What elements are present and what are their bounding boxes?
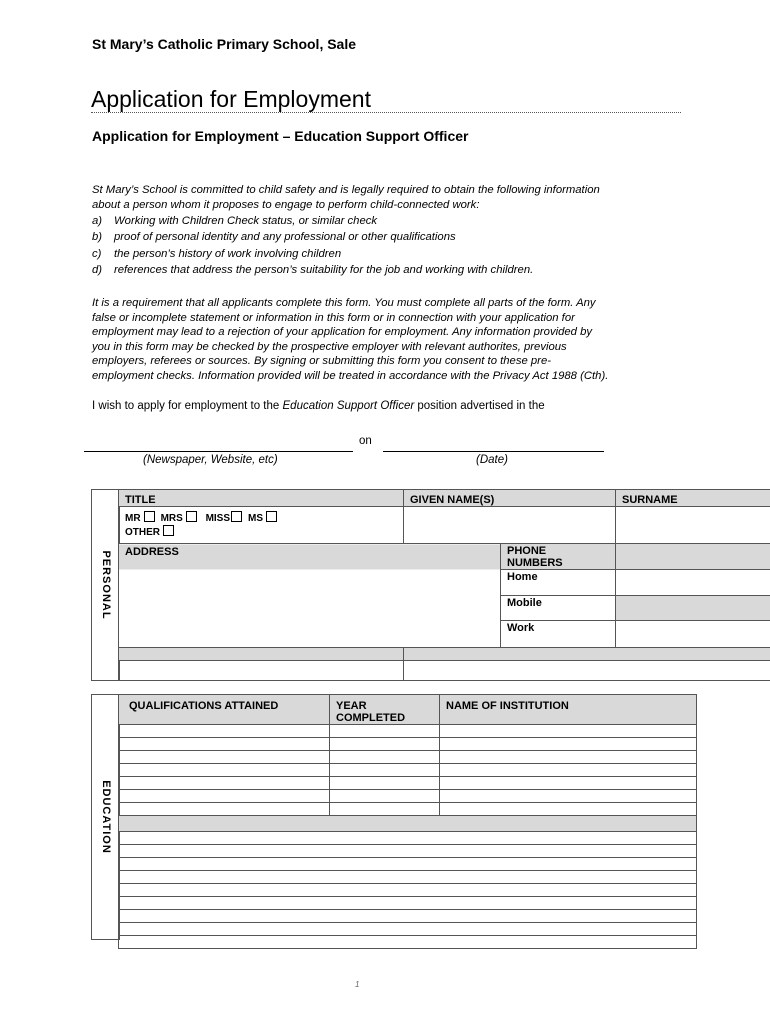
title-divider [91, 112, 681, 113]
mrs-checkbox[interactable] [186, 511, 197, 522]
intro-paragraph [92, 183, 692, 278]
qualification-cell[interactable] [119, 803, 330, 816]
qualification-cell[interactable] [119, 725, 330, 738]
personal-extra-field-left[interactable] [119, 661, 404, 681]
personal-shaded-row-left [119, 648, 404, 661]
paragraph-line: It is a requirement that all applicants complete this form. You must complete all parts of the form. Any [92, 297, 596, 309]
education-line[interactable] [119, 897, 697, 910]
list-item: a) Working with Children Check status, or similar check [92, 215, 378, 227]
year-cell[interactable] [330, 751, 440, 764]
education-table [118, 694, 697, 949]
surname-header: SURNAME [616, 490, 770, 507]
year-completed-header: YEAR COMPLETED [330, 695, 440, 725]
education-line[interactable] [119, 858, 697, 871]
personal-shaded-row-right [404, 648, 770, 661]
education-section-label: EDUCATION [91, 694, 120, 940]
year-cell[interactable] [330, 738, 440, 751]
education-line[interactable] [119, 832, 697, 845]
paragraph-line: false or incomplete statement or information in this form or in connection with your application for [92, 311, 575, 324]
miss-checkbox[interactable] [231, 511, 242, 522]
list-item: b) proof of personal identity and any professional or other qualifications [92, 231, 456, 244]
education-line[interactable] [119, 923, 697, 936]
personal-extra-field-right[interactable] [404, 661, 770, 681]
institution-cell[interactable] [440, 738, 697, 751]
qualification-cell[interactable] [119, 777, 330, 790]
education-line[interactable] [119, 871, 697, 884]
qualifications-header: QUALIFICATIONS ATTAINED [119, 695, 330, 725]
work-label: Work [501, 621, 616, 648]
apply-statement: I wish to apply for employment to the Education Support Officer position advertised in the [92, 400, 545, 412]
institution-cell[interactable] [440, 803, 697, 816]
page-title: Application for Employment [91, 86, 371, 112]
page-subtitle: Application for Employment – Education Support Officer [92, 128, 469, 144]
education-line[interactable] [119, 884, 697, 897]
mr-checkbox[interactable] [144, 511, 155, 522]
mobile-phone-field[interactable] [616, 596, 770, 621]
year-cell[interactable] [330, 790, 440, 803]
year-cell[interactable] [330, 764, 440, 777]
institution-cell[interactable] [440, 777, 697, 790]
page-number: 1 [355, 980, 360, 989]
year-cell[interactable] [330, 725, 440, 738]
institution-cell[interactable] [440, 725, 697, 738]
surname-field[interactable] [616, 507, 770, 544]
education-shaded-row [119, 816, 697, 832]
home-phone-field[interactable] [616, 570, 770, 596]
date-caption: (Date) [476, 454, 508, 466]
personal-section-label: PERSONAL [91, 489, 120, 681]
education-line[interactable] [119, 910, 697, 923]
education-line[interactable] [119, 936, 697, 949]
list-item: c) the person’s history of work involving children [92, 247, 342, 260]
qualification-cell[interactable] [119, 751, 330, 764]
qualification-cell[interactable] [119, 764, 330, 777]
title-options: MR MRS MISS MS OTHER [119, 507, 404, 544]
paragraph-line: employment may lead to a rejection of your application for employment. Any information provided by [92, 326, 593, 339]
phone-header-blank [616, 544, 770, 570]
intro-line: St Mary’s School is committed to child safety and is legally required to obtain the following information [92, 184, 600, 196]
institution-header: NAME OF INSTITUTION [440, 695, 697, 725]
phone-numbers-label: PHONE NUMBERS [501, 544, 616, 570]
address-field[interactable] [119, 544, 501, 648]
list-item: d) references that address the person’s suitability for the job and working with children. [92, 263, 534, 276]
paragraph-line: employment checks. Information provided will be treated in accordance with the Privacy Act 1988 (Cth). [92, 369, 609, 382]
requirements-list [92, 213, 692, 278]
year-cell[interactable] [330, 777, 440, 790]
home-label: Home [501, 570, 616, 596]
advertised-source-field[interactable] [84, 451, 353, 452]
intro-line: about a person whom it proposes to engage to perform child-connected work: [92, 199, 480, 211]
work-phone-field[interactable] [616, 621, 770, 648]
given-names-field[interactable] [404, 507, 616, 544]
paragraph-line: employers, referees or sources. By signing or submitting this form you consent to these pre- [92, 355, 551, 368]
ms-checkbox[interactable] [266, 511, 277, 522]
title-header: TITLE [119, 490, 404, 507]
given-names-header: GIVEN NAME(S) [404, 490, 616, 507]
other-checkbox[interactable] [163, 525, 174, 536]
qualification-cell[interactable] [119, 738, 330, 751]
school-name: St Mary’s Catholic Primary School, Sale [92, 36, 357, 52]
paragraph-line: you in this form may be checked by the prospective employer with relevant authorites, previous [92, 340, 567, 353]
address-label: ADDRESS [125, 546, 179, 558]
institution-cell[interactable] [440, 764, 697, 777]
on-label: on [359, 435, 372, 447]
institution-cell[interactable] [440, 790, 697, 803]
education-line[interactable] [119, 845, 697, 858]
requirement-paragraph [92, 296, 692, 384]
source-caption: (Newspaper, Website, etc) [143, 454, 278, 466]
mobile-label: Mobile [501, 596, 616, 621]
year-cell[interactable] [330, 803, 440, 816]
personal-details-table [118, 489, 770, 681]
position-name: Education Support Officer [282, 400, 415, 412]
qualification-cell[interactable] [119, 790, 330, 803]
advertised-date-field[interactable] [383, 451, 604, 452]
institution-cell[interactable] [440, 751, 697, 764]
